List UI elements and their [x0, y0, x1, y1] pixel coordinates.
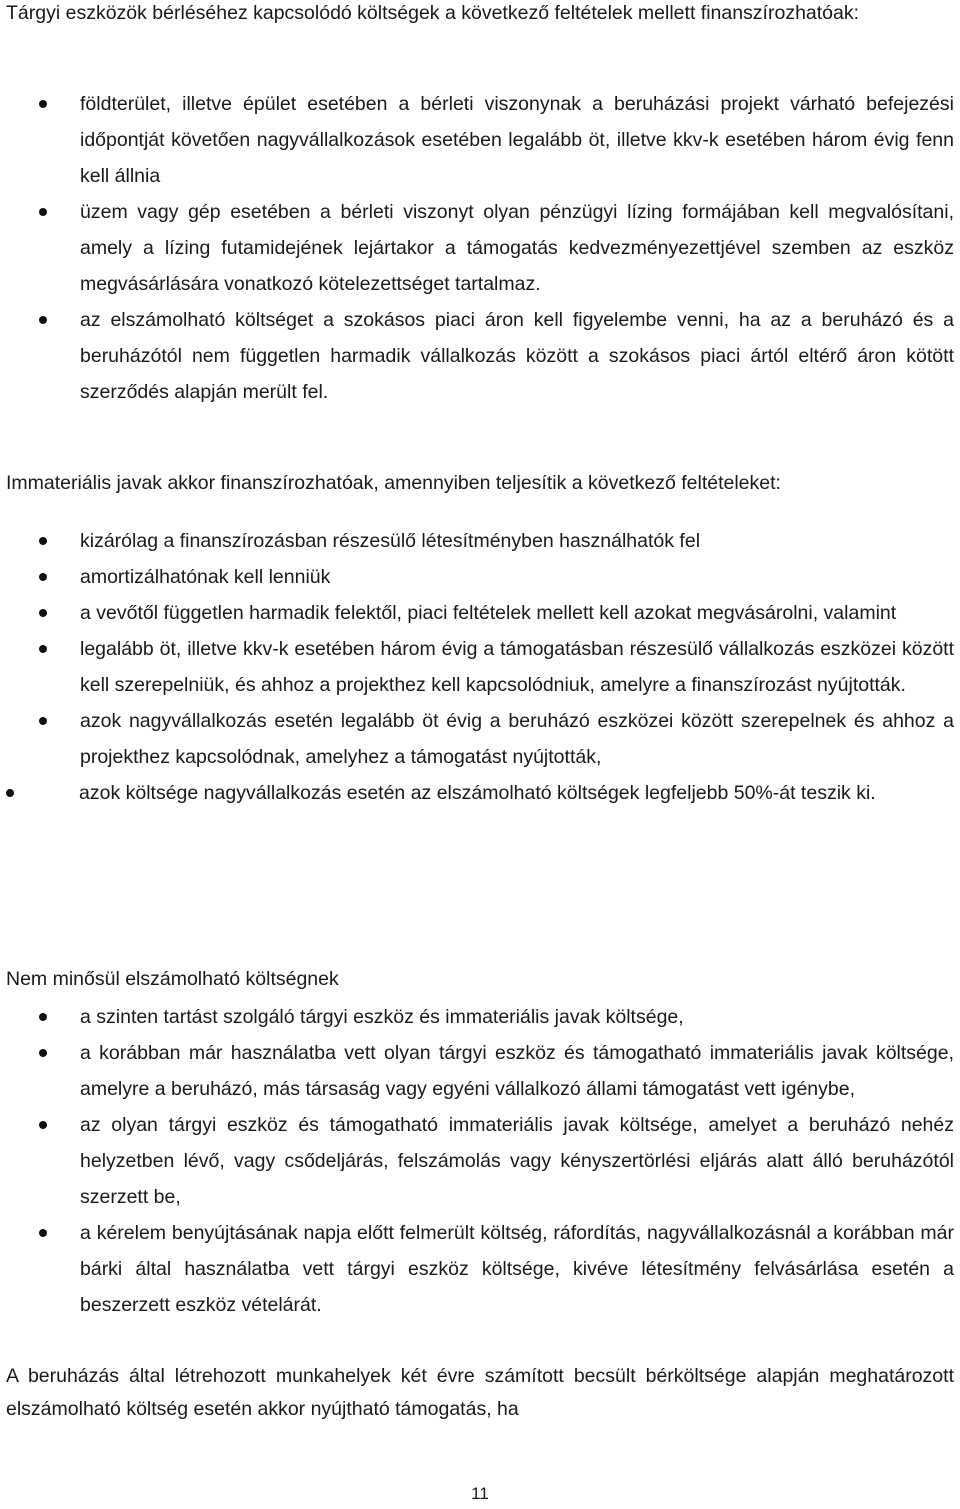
bullet-list-intangible-conditions — [0, 523, 954, 811]
bullet-icon — [39, 537, 47, 545]
list-item — [0, 703, 954, 775]
page-number: 11 — [471, 1484, 489, 1503]
list-item — [0, 631, 954, 703]
bullet-list-not-eligible-costs — [0, 999, 954, 1323]
list-item-text: azok nagyvállalkozás esetén legalább öt évig a beruházó eszközei között szerepelnek és ahhoz a projekthez kapcsolódnak, amelyhez a támogatást nyújtották, — [80, 710, 954, 768]
list-item-text: a vevőtől független harmadik felektől, piaci feltételek mellett kell azokat megvásárolni, valamint — [80, 602, 897, 624]
list-item — [0, 595, 954, 631]
bullet-icon — [39, 208, 47, 216]
paragraph-not-eligible-heading: Nem minősül elszámolható költségnek — [6, 968, 339, 990]
list-item — [0, 302, 954, 410]
bullet-icon — [39, 1229, 47, 1237]
bullet-icon — [39, 645, 47, 653]
list-item-text: legalább öt, illetve kkv-k esetében három évig a támogatásban részesülő vállalkozás eszközei között kell szerepelniük, és ahhoz a projekthez kell kapcsolódniuk, amelyre a finanszírozást nyújtották. — [80, 638, 954, 696]
list-item-text: a kérelem benyújtásának napja előtt felmerült költség, ráfordítás, nagyvállalkozásnál a korábban már bárki által használatba vett tárgyi eszköz költsége, kivéve létesítmény felvásárlása esetén a beszerzett eszköz vételárát. — [80, 1222, 954, 1316]
bullet-icon — [6, 789, 14, 797]
list-item-text: azok költsége nagyvállalkozás esetén az elszámolható költségek legfeljebb 50%-át teszik ki. — [79, 782, 876, 804]
bullet-icon — [39, 717, 47, 725]
list-item-text: üzem vagy gép esetében a bérleti viszonyt olyan pénzügyi lízing formájában kell megvalósítani, amely a lízing futamidejének lejártakor a támogatás kedvezményezettjével szemben az eszköz megvásárlására vonatkozó kötelezettséget tartalmaz. — [80, 201, 954, 295]
list-item-text: földterület, illetve épület esetében a bérleti viszonynak a beruházási projekt várható befejezési időpontját követően nagyvállalkozások esetében legalább öt, illetve kkv-k esetében három évig fenn kell állnia — [80, 93, 954, 187]
paragraph-intro-tangible-assets: Tárgyi eszközök bérléséhez kapcsolódó költségek a következő feltételek mellett finanszírozhatóak: — [6, 2, 860, 24]
list-item — [0, 1035, 954, 1107]
paragraph-closing: A beruházás által létrehozott munkahelyek két évre számított becsült bérköltsége alapján meghatározott elszámolható költség esetén akkor nyújtható támogatás, ha — [6, 1365, 954, 1420]
bullet-icon — [39, 573, 47, 581]
list-item-text: kizárólag a finanszírozásban részesülő létesítményben használhatók fel — [80, 530, 701, 552]
list-item-text: amortizálhatónak kell lenniük — [80, 566, 331, 588]
bullet-list-lease-conditions — [0, 86, 954, 410]
list-item-text: a korábban már használatba vett olyan tárgyi eszköz és támogatható immateriális javak költsége, amelyre a beruházó, más társaság vagy egyéni vállalkozó állami támogatást vett igénybe, — [80, 1042, 954, 1100]
list-item-text: az olyan tárgyi eszköz és támogatható immateriális javak költsége, amelyet a beruházó nehéz helyzetben lévő, vagy csődeljárás, felszámolás vagy kényszertörlési eljárás alatt álló beruházótól szerzett be, — [80, 1114, 954, 1208]
bullet-icon — [39, 1013, 47, 1021]
bullet-icon — [39, 1049, 47, 1057]
list-item — [0, 1107, 954, 1215]
bullet-icon — [39, 609, 47, 617]
list-item — [0, 86, 954, 194]
bullet-icon — [39, 1121, 47, 1129]
list-item — [0, 775, 954, 811]
list-item — [0, 194, 954, 302]
list-item — [0, 1215, 954, 1323]
list-item — [0, 523, 954, 559]
paragraph-intro-intangible-assets: Immateriális javak akkor finanszírozhatóak, amennyiben teljesítik a következő feltételeket: — [6, 472, 781, 494]
list-item — [0, 999, 954, 1035]
bullet-icon — [39, 316, 47, 324]
list-item-text: az elszámolható költséget a szokásos piaci áron kell figyelembe venni, ha az a beruházó és a beruházótól nem független harmadik vállalkozás között a szokásos piaci ártól eltérő áron kötött szerződés alapján merült fel. — [80, 309, 954, 403]
list-item — [0, 559, 954, 595]
bullet-icon — [39, 100, 47, 108]
list-item-text: a szinten tartást szolgáló tárgyi eszköz és immateriális javak költsége, — [80, 1006, 684, 1028]
